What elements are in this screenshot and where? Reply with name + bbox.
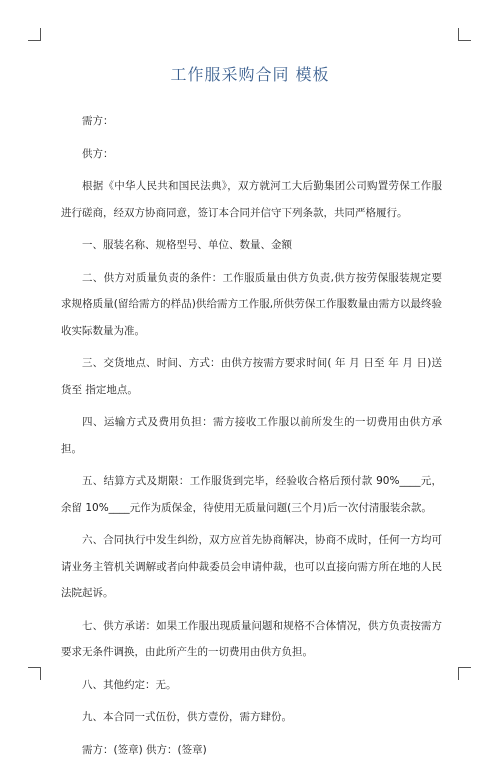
crop-mark-bottom-left xyxy=(28,667,41,680)
clause-1: 一、服装名称、规格型号、单位、数量、金额 xyxy=(82,239,292,251)
clause-4: 四、运输方式及费用负担：需方接收工作服以前所发生的一切费用由供方承担。 xyxy=(61,416,442,455)
clause-2: 二、供方对质量负责的条件：工作服质量由供方负责,供方按劳保服装规定要求规格质量(留给需方的样品)供给需方工作服,所供劳保工作服数量由需方以最终验收实际数量为准。 xyxy=(61,271,442,337)
buyer-line: 需方： xyxy=(82,115,114,127)
supplier-line: 供方： xyxy=(82,147,114,160)
crop-mark-bottom-right xyxy=(458,667,471,680)
preamble-paragraph: 根据《中华人民共和国民法典》，双方就河工大后勤集团公司购置劳保工作服进行磋商，经双方协商同意，签订本合同并信守下列条款，共同严格履行。 xyxy=(61,180,442,219)
clause-7: 七、供方承诺：如果工作服出现质量问题和规格不合体情况，供方负责按需方要求无条件调换，由此所产生的一切费用由供方负担。 xyxy=(61,619,442,658)
clause-5: 五、结算方式及期限：工作服货到完毕，经验收合格后预付款 90%____元，余留 10%____元作为质保金，待使用无质量问题(三个月)后一次付清服装余款。 xyxy=(61,475,442,514)
clause-3: 三、交货地点、时间、方式：由供方按需方要求时间( 年 月 日至 年 月 日)送货至 指定地点。 xyxy=(61,357,442,396)
crop-mark-top-left xyxy=(28,28,41,41)
signature-line: 需方：(签章) 供方：(签章) xyxy=(82,743,207,756)
clause-9: 九、本合同一式伍份，供方壹份，需方肆份。 xyxy=(82,711,292,723)
crop-mark-top-right xyxy=(458,28,471,41)
clause-6: 六、合同执行中发生纠纷，双方应首先协商解决，协商不成时，任何一方均可请业务主管机关调解或者向仲裁委员会申请仲裁，也可以直接向需方所在地的人民法院起诉。 xyxy=(61,534,442,599)
clause-8: 八、其他约定：无。 xyxy=(82,678,177,691)
document-title: 工作服采购合同 模板 xyxy=(170,65,330,84)
document-body xyxy=(61,108,442,769)
